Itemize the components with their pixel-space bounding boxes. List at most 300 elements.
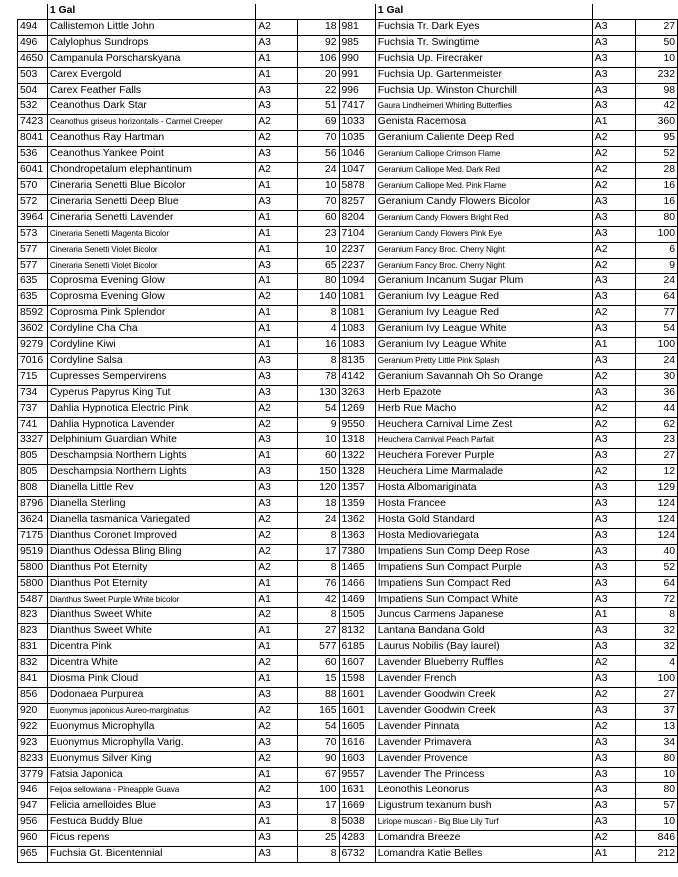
grade: A3 — [592, 67, 635, 83]
grade: A2 — [256, 513, 298, 529]
grade: A2 — [592, 687, 635, 703]
grade: A3 — [256, 831, 298, 847]
inventory-table — [17, 4, 678, 863]
grade: A3 — [592, 322, 635, 338]
plant-name: Ceanothus griseus horizontalis - Carmel Creeper — [47, 115, 255, 131]
quantity: 80 — [635, 751, 677, 767]
item-code: 1598 — [339, 672, 375, 688]
grade: A2 — [592, 163, 635, 179]
quantity: 34 — [635, 735, 677, 751]
grade: A1 — [256, 51, 298, 67]
grade: A3 — [256, 353, 298, 369]
quantity: 360 — [635, 115, 677, 131]
grade: A3 — [592, 99, 635, 115]
table-row — [18, 385, 678, 401]
plant-name: Hosta Albomariginata — [375, 481, 592, 497]
grade: A1 — [256, 322, 298, 338]
grade: A1 — [256, 67, 298, 83]
plant-name: Cyperus Papyrus King Tut — [47, 385, 255, 401]
grade: A3 — [592, 751, 635, 767]
grade: A1 — [592, 338, 635, 354]
quantity: 10 — [298, 433, 339, 449]
plant-name: Lantana Bandana Gold — [375, 624, 592, 640]
grade: A3 — [256, 433, 298, 449]
grade: A2 — [256, 560, 298, 576]
plant-name: Ceanothus Yankee Point — [47, 147, 255, 163]
plant-name: Lavender Primavera — [375, 735, 592, 751]
item-code: 8135 — [339, 353, 375, 369]
grade: A2 — [592, 131, 635, 147]
grade: A2 — [256, 656, 298, 672]
item-code: 4142 — [339, 369, 375, 385]
grade: A3 — [256, 147, 298, 163]
quantity: 16 — [298, 338, 339, 354]
plant-name: Calylophus Sundrops — [47, 35, 255, 51]
quantity: 12 — [635, 465, 677, 481]
table-row — [18, 513, 678, 529]
plant-name: Ceanothus Dark Star — [47, 99, 255, 115]
plant-name: Fatsia Japonica — [47, 767, 255, 783]
item-code: 5800 — [18, 560, 48, 576]
quantity: 232 — [635, 67, 677, 83]
table-row — [18, 656, 678, 672]
item-code: 8041 — [18, 131, 48, 147]
plant-name: Geranium Pretty Little Pink Splash — [375, 353, 592, 369]
grade: A3 — [256, 687, 298, 703]
item-code: 1601 — [339, 687, 375, 703]
item-code: 923 — [18, 735, 48, 751]
plant-name: Dianthus Coronet Improved — [47, 528, 255, 544]
item-code: 831 — [18, 640, 48, 656]
table-row — [18, 433, 678, 449]
grade: A1 — [592, 115, 635, 131]
plant-name: Lavender Pinnata — [375, 719, 592, 735]
item-code: 823 — [18, 608, 48, 624]
table-row — [18, 67, 678, 83]
item-code: 536 — [18, 147, 48, 163]
table-row — [18, 306, 678, 322]
plant-name: Lavender Goodwin Creek — [375, 687, 592, 703]
plant-name: Lomandra Katie Belles — [375, 847, 592, 863]
quantity: 52 — [635, 147, 677, 163]
item-code: 715 — [18, 369, 48, 385]
quantity: 8 — [298, 353, 339, 369]
grade: A1 — [256, 767, 298, 783]
quantity: 98 — [635, 83, 677, 99]
table-row — [18, 194, 678, 210]
item-code: 1505 — [339, 608, 375, 624]
plant-name: Carex Evergold — [47, 67, 255, 83]
item-code: 1269 — [339, 401, 375, 417]
quantity: 150 — [298, 465, 339, 481]
quantity: 129 — [635, 481, 677, 497]
quantity: 124 — [635, 497, 677, 513]
item-code: 1047 — [339, 163, 375, 179]
plant-name: Coprosma Evening Glow — [47, 274, 255, 290]
table-row — [18, 35, 678, 51]
quantity: 8 — [635, 608, 677, 624]
quantity: 17 — [298, 799, 339, 815]
grade: A3 — [592, 640, 635, 656]
quantity: 54 — [635, 322, 677, 338]
item-code: 1601 — [339, 703, 375, 719]
item-code: 577 — [18, 258, 48, 274]
quantity: 120 — [298, 481, 339, 497]
plant-name: Euonymus Microphylla — [47, 719, 255, 735]
quantity: 10 — [635, 767, 677, 783]
plant-name: Cordyline Cha Cha — [47, 322, 255, 338]
item-code: 1322 — [339, 449, 375, 465]
item-code: 4650 — [18, 51, 48, 67]
plant-name: Impatiens Sun Compact Purple — [375, 560, 592, 576]
item-code: 1359 — [339, 497, 375, 513]
plant-name: Juncus Carmens Japanese — [375, 608, 592, 624]
table-row — [18, 847, 678, 863]
plant-name: Cineraria Senetti Deep Blue — [47, 194, 255, 210]
item-code: 8796 — [18, 497, 48, 513]
table-row — [18, 401, 678, 417]
plant-name: Dianthus Sweet White — [47, 608, 255, 624]
grade: A2 — [256, 163, 298, 179]
table-row — [18, 51, 678, 67]
table-row — [18, 624, 678, 640]
grade: A3 — [592, 624, 635, 640]
table-row — [18, 703, 678, 719]
item-code: 6041 — [18, 163, 48, 179]
item-code: 8233 — [18, 751, 48, 767]
plant-name: Cineraria Senetti Lavender — [47, 210, 255, 226]
item-code: 570 — [18, 178, 48, 194]
table-row — [18, 19, 678, 35]
item-code: 9550 — [339, 417, 375, 433]
item-code: 922 — [18, 719, 48, 735]
grade: A2 — [592, 242, 635, 258]
grade: A3 — [592, 481, 635, 497]
grade: A2 — [256, 417, 298, 433]
item-code: 1631 — [339, 783, 375, 799]
item-code: 965 — [18, 847, 48, 863]
header-blank-cell — [339, 4, 375, 19]
plant-name: Ceanothus Ray Hartman — [47, 131, 255, 147]
item-code: 9557 — [339, 767, 375, 783]
grade: A3 — [592, 35, 635, 51]
quantity: 37 — [635, 703, 677, 719]
grade: A1 — [256, 306, 298, 322]
grade: A3 — [592, 703, 635, 719]
plant-name: Cordyline Salsa — [47, 353, 255, 369]
quantity: 70 — [298, 131, 339, 147]
item-code: 1081 — [339, 306, 375, 322]
item-code: 3624 — [18, 513, 48, 529]
plant-name: Geranium Savannah Oh So Orange — [375, 369, 592, 385]
plant-name: Geranium Fancy Broc. Cherry Night — [375, 258, 592, 274]
quantity: 18 — [298, 19, 339, 35]
table-row — [18, 449, 678, 465]
quantity: 64 — [635, 290, 677, 306]
quantity: 77 — [635, 306, 677, 322]
header-blank-cell — [18, 4, 48, 19]
grade: A2 — [256, 608, 298, 624]
quantity: 10 — [298, 178, 339, 194]
item-code: 1605 — [339, 719, 375, 735]
quantity: 32 — [635, 640, 677, 656]
item-code: 8592 — [18, 306, 48, 322]
table-row — [18, 576, 678, 592]
item-code: 1616 — [339, 735, 375, 751]
plant-name: Geranium Calliope Med. Pink Flame — [375, 178, 592, 194]
quantity: 50 — [635, 35, 677, 51]
grade: A3 — [256, 735, 298, 751]
grade: A3 — [592, 449, 635, 465]
item-code: 741 — [18, 417, 48, 433]
quantity: 6 — [635, 242, 677, 258]
plant-name: Deschampsia Northern Lights — [47, 465, 255, 481]
table-row — [18, 640, 678, 656]
plant-name: Cineraria Senetti Violet Bicolor — [47, 258, 255, 274]
grade: A1 — [256, 226, 298, 242]
item-code: 7380 — [339, 544, 375, 560]
quantity: 9 — [635, 258, 677, 274]
item-code: 7175 — [18, 528, 48, 544]
grade: A1 — [256, 576, 298, 592]
grade: A1 — [592, 608, 635, 624]
quantity: 57 — [635, 799, 677, 815]
quantity: 100 — [635, 672, 677, 688]
quantity: 69 — [298, 115, 339, 131]
item-code: 737 — [18, 401, 48, 417]
grade: A2 — [256, 290, 298, 306]
plant-name: Fuchsia Up. Gartenmeister — [375, 67, 592, 83]
plant-name: Heuchera Carnival Peach Parfait — [375, 433, 592, 449]
plant-name: Cordyline Kiwi — [47, 338, 255, 354]
quantity: 10 — [635, 51, 677, 67]
quantity: 92 — [298, 35, 339, 51]
grade: A3 — [256, 258, 298, 274]
quantity: 8 — [298, 847, 339, 863]
item-code: 1094 — [339, 274, 375, 290]
quantity: 8 — [298, 608, 339, 624]
plant-name: Chondropetalum elephantinum — [47, 163, 255, 179]
quantity: 18 — [298, 497, 339, 513]
grade: A2 — [592, 465, 635, 481]
plant-name: Cineraria Senetti Blue Bicolor — [47, 178, 255, 194]
header-blank-cell — [635, 4, 677, 19]
table-row — [18, 767, 678, 783]
item-code: 7423 — [18, 115, 48, 131]
item-code: 3327 — [18, 433, 48, 449]
plant-name: Herb Rue Macho — [375, 401, 592, 417]
quantity: 32 — [635, 624, 677, 640]
quantity: 80 — [298, 274, 339, 290]
plant-name: Dianthus Odessa Bling Bling — [47, 544, 255, 560]
item-code: 1083 — [339, 338, 375, 354]
item-code: 991 — [339, 67, 375, 83]
item-code: 956 — [18, 815, 48, 831]
item-code: 920 — [18, 703, 48, 719]
item-code: 841 — [18, 672, 48, 688]
plant-name: Cineraria Senetti Violet Bicolor — [47, 242, 255, 258]
table-row — [18, 210, 678, 226]
header-row — [18, 4, 678, 19]
quantity: 62 — [635, 417, 677, 433]
grade: A3 — [592, 815, 635, 831]
plant-name: Cupresses Sempervirens — [47, 369, 255, 385]
plant-name: Impatiens Sun Comp Deep Rose — [375, 544, 592, 560]
plant-name: Dicentra Pink — [47, 640, 255, 656]
plant-name: Geranium Candy Flowers Bright Red — [375, 210, 592, 226]
grade: A2 — [592, 306, 635, 322]
item-code: 3602 — [18, 322, 48, 338]
grade: A3 — [592, 226, 635, 242]
item-code: 4283 — [339, 831, 375, 847]
quantity: 17 — [298, 544, 339, 560]
quantity: 67 — [298, 767, 339, 783]
plant-name: Cineraria Senetti Magenta Bicolor — [47, 226, 255, 242]
quantity: 16 — [635, 178, 677, 194]
plant-name: Lavender Provence — [375, 751, 592, 767]
quantity: 165 — [298, 703, 339, 719]
table-row — [18, 783, 678, 799]
plant-name: Geranium Candy Flowers Bicolor — [375, 194, 592, 210]
plant-name: Geranium Calliope Med. Dark Red — [375, 163, 592, 179]
item-code: 5487 — [18, 592, 48, 608]
plant-name: Hosta Francee — [375, 497, 592, 513]
item-code: 494 — [18, 19, 48, 35]
table-row — [18, 163, 678, 179]
quantity: 10 — [298, 242, 339, 258]
quantity: 100 — [635, 338, 677, 354]
item-code: 1046 — [339, 147, 375, 163]
plant-name: Dianella tasmanica Variegated — [47, 513, 255, 529]
grade: A1 — [256, 815, 298, 831]
grade: A3 — [592, 497, 635, 513]
table-row — [18, 99, 678, 115]
quantity: 51 — [298, 99, 339, 115]
plant-name: Geranium Candy Flowers Pink Eye — [375, 226, 592, 242]
plant-name: Geranium Ivy League Red — [375, 306, 592, 322]
item-code: 5038 — [339, 815, 375, 831]
table-row — [18, 147, 678, 163]
quantity: 72 — [635, 592, 677, 608]
item-code: 1603 — [339, 751, 375, 767]
header-left-size: 1 Gal — [47, 4, 255, 19]
grade: A1 — [256, 242, 298, 258]
table-row — [18, 417, 678, 433]
grade: A2 — [256, 783, 298, 799]
quantity: 577 — [298, 640, 339, 656]
item-code: 2237 — [339, 258, 375, 274]
quantity: 80 — [635, 210, 677, 226]
plant-name: Fuchsia Gt. Bicentennial — [47, 847, 255, 863]
quantity: 27 — [635, 19, 677, 35]
table-row — [18, 608, 678, 624]
table-row — [18, 353, 678, 369]
plant-name: Heuchera Carnival Lime Zest — [375, 417, 592, 433]
grade: A3 — [592, 544, 635, 560]
grade: A2 — [592, 656, 635, 672]
grade: A2 — [592, 831, 635, 847]
plant-name: Geranium Fancy Broc. Cherry Night — [375, 242, 592, 258]
item-code: 823 — [18, 624, 48, 640]
grade: A3 — [256, 497, 298, 513]
grade: A3 — [592, 767, 635, 783]
item-code: 985 — [339, 35, 375, 51]
quantity: 42 — [298, 592, 339, 608]
grade: A3 — [592, 51, 635, 67]
table-row — [18, 226, 678, 242]
plant-name: Feijoa sellowiana - Pineapple Guava — [47, 783, 255, 799]
plant-name: Leonothis Leonorus — [375, 783, 592, 799]
grade: A2 — [256, 131, 298, 147]
quantity: 212 — [635, 847, 677, 863]
quantity: 20 — [298, 67, 339, 83]
header-blank-cell — [298, 4, 339, 19]
item-code: 808 — [18, 481, 48, 497]
item-code: 7016 — [18, 353, 48, 369]
grade: A3 — [592, 513, 635, 529]
plant-name: Lavender French — [375, 672, 592, 688]
quantity: 8 — [298, 560, 339, 576]
item-code: 1465 — [339, 560, 375, 576]
item-code: 1362 — [339, 513, 375, 529]
plant-name: Dicentra White — [47, 656, 255, 672]
grade: A3 — [592, 592, 635, 608]
table-row — [18, 274, 678, 290]
plant-name: Euonymus Silver King — [47, 751, 255, 767]
plant-name: Dianella Sterling — [47, 497, 255, 513]
plant-name: Geranium Ivy League White — [375, 322, 592, 338]
plant-name: Delphinium Guardian White — [47, 433, 255, 449]
plant-name: Dianthus Pot Eternity — [47, 576, 255, 592]
plant-name: Carex Feather Falls — [47, 83, 255, 99]
grade: A3 — [592, 210, 635, 226]
plant-name: Dodonaea Purpurea — [47, 687, 255, 703]
table-row — [18, 751, 678, 767]
plant-name: Fuchsia Up. Firecraker — [375, 51, 592, 67]
quantity: 8 — [298, 815, 339, 831]
table-row — [18, 131, 678, 147]
quantity: 27 — [635, 687, 677, 703]
item-code: 3779 — [18, 767, 48, 783]
item-code: 572 — [18, 194, 48, 210]
quantity: 28 — [635, 163, 677, 179]
grade: A3 — [592, 576, 635, 592]
table-row — [18, 242, 678, 258]
item-code: 1363 — [339, 528, 375, 544]
grade: A3 — [592, 560, 635, 576]
item-code: 7417 — [339, 99, 375, 115]
quantity: 16 — [635, 194, 677, 210]
quantity: 42 — [635, 99, 677, 115]
item-code: 1318 — [339, 433, 375, 449]
item-code: 1033 — [339, 115, 375, 131]
quantity: 54 — [298, 719, 339, 735]
grade: A2 — [256, 528, 298, 544]
item-code: 1328 — [339, 465, 375, 481]
quantity: 846 — [635, 831, 677, 847]
quantity: 100 — [298, 783, 339, 799]
item-code: 635 — [18, 290, 48, 306]
table-row — [18, 258, 678, 274]
item-code: 8204 — [339, 210, 375, 226]
plant-name: Fuchsia Tr. Dark Eyes — [375, 19, 592, 35]
plant-name: Deschampsia Northern Lights — [47, 449, 255, 465]
quantity: 10 — [635, 815, 677, 831]
item-code: 990 — [339, 51, 375, 67]
quantity: 23 — [635, 433, 677, 449]
plant-name: Fuchsia Up. Winston Churchill — [375, 83, 592, 99]
item-code: 573 — [18, 226, 48, 242]
